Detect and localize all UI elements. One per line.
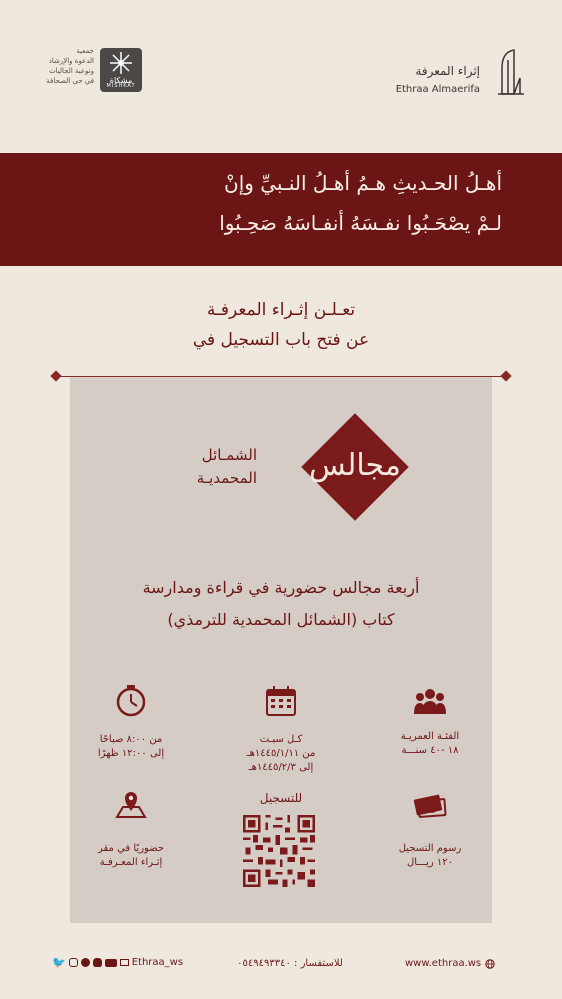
ethraa-logo-arabic: إثراء المعرفة bbox=[415, 64, 480, 78]
money-icon bbox=[413, 787, 447, 821]
registration-qr-code[interactable] bbox=[243, 815, 315, 887]
footer-website[interactable] bbox=[405, 958, 525, 969]
ethraa-logo-english: Ethraa Almaerifa bbox=[395, 84, 480, 95]
clock-icon bbox=[114, 684, 148, 718]
phone-number[interactable]: ٠٥٤٩٤٩٣٣٤٠ bbox=[237, 958, 291, 969]
mishkat-logo bbox=[100, 48, 142, 92]
announcement-line-2: عن فتح باب التسجيل في bbox=[192, 330, 370, 350]
divider-diamond-right bbox=[500, 370, 511, 381]
ethraa-emblem-icon bbox=[494, 48, 528, 98]
age-group-value: ١٨ -٤٠ سنـــة bbox=[401, 745, 459, 756]
org-line-4: في حي الصحافة bbox=[46, 77, 94, 85]
register-label: للتسجيل bbox=[259, 791, 303, 805]
session-time-from: من ٨:٠٠ صباحًا bbox=[99, 734, 163, 745]
pinterest-icon[interactable] bbox=[81, 958, 90, 967]
footer-phone[interactable] bbox=[200, 958, 380, 969]
age-group-info bbox=[370, 730, 490, 758]
org-line-3: وتوعية الجاليات bbox=[49, 67, 94, 75]
org-line-1: جمعية bbox=[76, 47, 94, 55]
globe-icon bbox=[485, 959, 495, 969]
phone-label: للاستفسار : bbox=[294, 958, 343, 969]
age-group-label: الفئـة العمريـة bbox=[400, 731, 460, 742]
program-description-2: كتاب (الشمائل المحمدية للترمذي) bbox=[167, 610, 395, 629]
fees-info bbox=[370, 842, 490, 870]
quote-line-2: لـمْ يصْحَـبُوا نفـسَهُ أنفـاسَهُ صَحِـبُوا bbox=[219, 211, 502, 235]
session-time-to: إلى ١٢:٠٠ ظهرًا bbox=[97, 748, 165, 759]
mishkat-badge-sub: MISHKAT bbox=[106, 83, 136, 89]
quote-line-1: أهـلُ الحـديثِ هـمُ أهـلُ النـبيِّ وإنْ bbox=[224, 171, 502, 195]
instagram-icon[interactable] bbox=[69, 958, 78, 967]
location-line-1: حضوريًا في مقر bbox=[97, 843, 165, 854]
announcement-line-1: تعـلـن إثـراء المعرفـة bbox=[206, 300, 356, 320]
fees-value: ١٢٠ ريـــال bbox=[406, 857, 454, 868]
location-info bbox=[71, 842, 191, 870]
program-subtitle-2: المحمديـة bbox=[196, 469, 257, 487]
fees-label: رسوم التسجيل bbox=[398, 843, 462, 854]
schedule-start-date: من ١٤٤٥/١/١١هـ bbox=[246, 748, 316, 759]
group-icon bbox=[413, 684, 447, 718]
calendar-icon bbox=[264, 684, 298, 718]
snapchat-icon[interactable] bbox=[93, 958, 102, 967]
majalis-logo-word: مجالس bbox=[309, 448, 401, 483]
mishkat-badge-label: مشكاة bbox=[109, 76, 133, 85]
map-pin-icon bbox=[114, 787, 148, 821]
divider-diamond-left bbox=[50, 370, 61, 381]
session-time-info bbox=[71, 733, 191, 761]
schedule-days-label: كـل سبـت bbox=[259, 734, 303, 745]
footer bbox=[0, 950, 562, 980]
footer-social bbox=[52, 956, 187, 969]
schedule-end-date: إلى ١٤٤٥/٢/٣هـ bbox=[248, 762, 314, 773]
program-description-1: أربعة مجالس حضورية في قراءة ومدارسة bbox=[142, 578, 420, 597]
website-link[interactable]: www.ethraa.ws bbox=[405, 958, 482, 969]
program-subtitle-1: الشمـائل bbox=[201, 446, 257, 464]
social-handle[interactable]: Ethraa_ws bbox=[131, 957, 184, 968]
mishkat-org-name bbox=[36, 46, 94, 86]
youtube-icon[interactable] bbox=[105, 959, 117, 967]
schedule-days-info bbox=[221, 733, 341, 775]
quote-banner bbox=[0, 153, 562, 266]
org-line-2: الدعوة والإرشاد bbox=[48, 57, 94, 65]
location-line-2: إثـراء المعـرفـة bbox=[99, 857, 163, 868]
email-icon[interactable] bbox=[120, 959, 129, 966]
twitter-icon[interactable]: 🐦 bbox=[52, 956, 66, 969]
